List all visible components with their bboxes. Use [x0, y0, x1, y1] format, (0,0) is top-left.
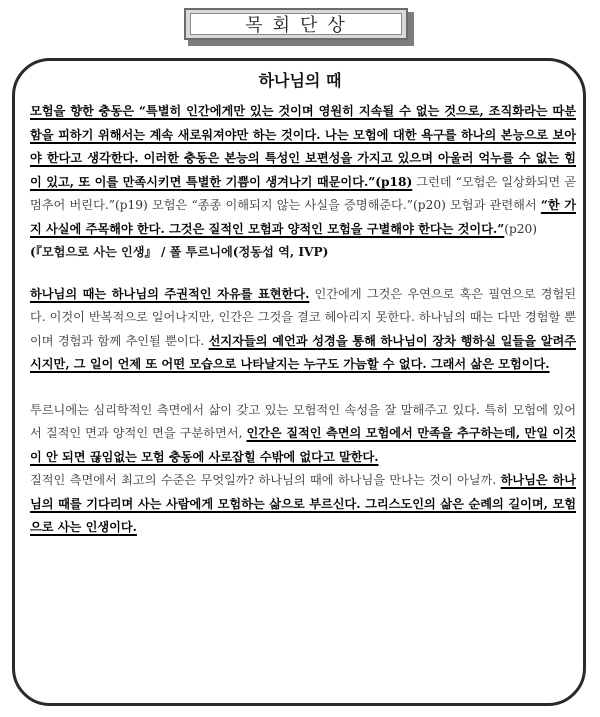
body-text: 질적인 측면에서 최고의 수준은 무엇일까? 하나님의 때에 하나님을 만나는 것이 아닐까.: [30, 473, 501, 487]
paragraph-4: [30, 469, 576, 540]
emphasized-text: 하나님의 때는 하나님의 주권적인 자유를 표현한다.: [30, 286, 310, 301]
header-tab-box: [184, 8, 408, 40]
paragraph-3: [30, 399, 576, 470]
emphasized-text: 인간은 질적인 측면의 모험에서 만족을 추구하는데, 만일 이것이 안 되면 끊임없는 모험 충동에 사로잡힐 수밖에 없다고 말한다.: [30, 426, 576, 464]
book-source: (『모험으로 사는 인생』 / 폴 투르니에(정동섭 역, IVP): [30, 245, 329, 259]
emphasized-text: 선지자들의 예언과 성경을 통해 하나님이 장차 행하실 일들을 알려주시지만, 그 일이 언제 또 어떤 모습으로 나타날지는 누구도 가늠할 수 없다. 그래서 삶은 모험이다.: [30, 333, 577, 371]
article-title: 하나님의 때: [258, 71, 342, 90]
emphasized-text: 하나님은 하나님의 때를 기다리며 사는 사람에게 모험하는 삶으로 부르신다. 그리스도인의 삶은 순례의 길이며, 모험으로 사는 인생이다.: [30, 473, 576, 534]
body-text: 그런데 “모험은 일상화되면 곧 멈추어 버린다.”(p19) 모험은 “종종 이해되지 않는 사실을 증명해준다.”(p20) 모험과 관련해서: [30, 174, 576, 212]
emphasized-text: 모험을 향한 충동은 “특별히 인간에게만 있는 것이며 영원히 지속될 수 없는 것으로, 조직화라는 따분함을 피하기 위해서는 계속 새로워져야만 하는 것이다. 나는 모험에 대한 욕구를 하나의 본능으로 보아야 한다고 생각한다. 이러한 충동은 본능의 특성인 보편성을 가지고 있으며 아울러 억누를 수 없는 힘이 있고, 또 이를 만족시키면 특별한 기쁨이 생겨나기 때문이다.”(p18): [30, 104, 576, 189]
header-tab: [184, 8, 416, 48]
body-text: 인간에게 그것은 우연으로 혹은 필연으로 경험된다. 이것이 반복적으로 일어나지만, 인간은 그것을 결코 헤아리지 못한다. 하나님의 때는 다만 경험할 뿐이며 경험과 함께 추인될 뿐이다.: [30, 286, 576, 348]
body-text: (p20): [504, 221, 538, 236]
paragraph-1: [30, 100, 576, 241]
body-text: 투르니에는 심리학적인 측면에서 삶이 갖고 있는 모험적인 속성을 잘 말해주고 있다. 특히 모험에 있어서 질적인 면과 양적인 면을 구분하면서,: [30, 402, 576, 440]
article-body: [30, 100, 576, 540]
header-tab-label: 목회단상: [190, 13, 402, 35]
paragraph-2: [30, 283, 576, 377]
emphasized-text: “한 가지 사실에 주목해야 한다. 그것은 질적인 모험과 양적인 모험을 구별해야 한다는 것이다.”: [30, 198, 576, 236]
